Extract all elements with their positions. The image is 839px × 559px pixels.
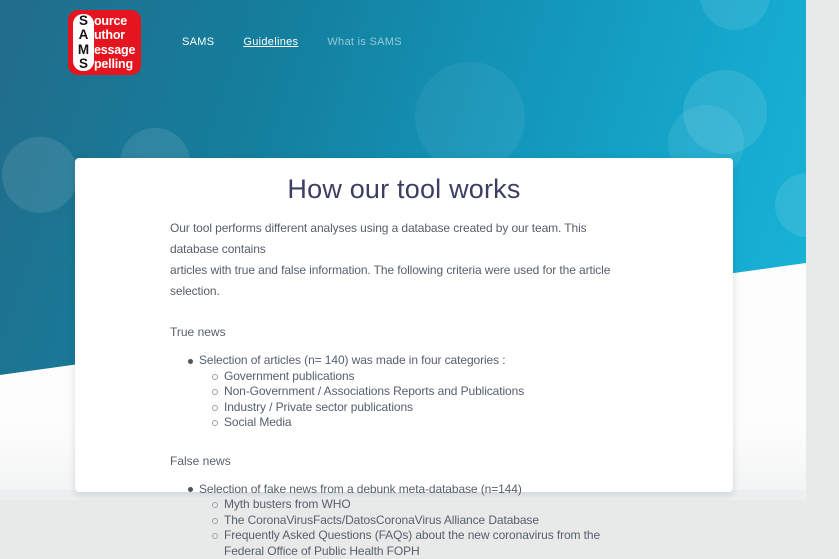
nav-link-what-is-sams[interactable]: What is SAMS	[327, 36, 402, 48]
logo-row	[73, 14, 135, 28]
true-news-section	[170, 325, 638, 431]
sub-list-item: Social Media	[224, 415, 638, 431]
logo-letter: S	[73, 57, 94, 71]
logo-letter: M	[73, 43, 94, 57]
sub-bullet-list	[199, 497, 638, 559]
sams-logo[interactable]	[68, 10, 141, 75]
sub-list-item: Government publications	[224, 369, 638, 385]
logo-row	[73, 28, 135, 42]
intro-paragraph	[170, 218, 638, 302]
sub-list-item: Frequently Asked Questions (FAQs) about the new coronavirus from the Federal Office of Public Health FOPH	[224, 528, 638, 559]
sub-list-item: The CoronaVirusFacts/DatosCoronaVirus Alliance Database	[224, 513, 638, 529]
intro-line: Our tool performs different analyses using a database created by our team. This database contains	[170, 218, 638, 260]
bubble-decoration	[2, 137, 78, 213]
list-item-text: Selection of fake news from a debunk meta-database (n=144)	[199, 482, 522, 496]
bullet-list	[170, 353, 638, 431]
main-navigation	[182, 36, 402, 48]
card-content	[170, 174, 638, 559]
logo-row	[73, 43, 135, 57]
logo-word: pelling	[94, 57, 133, 71]
logo-text	[73, 14, 135, 71]
logo-word: ource	[94, 14, 127, 28]
content-card	[75, 158, 733, 492]
logo-word: essage	[94, 43, 135, 57]
bubble-decoration	[415, 62, 525, 172]
logo-letter: A	[73, 28, 94, 42]
section-label: True news	[170, 325, 638, 340]
sub-bullet-list	[199, 369, 638, 431]
list-item	[199, 482, 638, 559]
nav-link-sams[interactable]: SAMS	[182, 36, 214, 48]
page-title: How our tool works	[170, 174, 638, 205]
bubble-decoration	[775, 173, 839, 237]
list-item	[199, 353, 638, 431]
bullet-list	[170, 482, 638, 559]
nav-link-guidelines[interactable]: Guidelines	[243, 36, 298, 48]
sub-list-item: Non-Government / Associations Reports and Publications	[224, 384, 638, 400]
sub-list-item: Myth busters from WHO	[224, 497, 638, 513]
logo-word: uthor	[94, 28, 125, 42]
bubble-decoration	[700, 0, 770, 30]
false-news-section	[170, 454, 638, 559]
logo-row	[73, 57, 135, 71]
logo-letter: S	[73, 14, 94, 28]
list-item-text: Selection of articles (n= 140) was made in four categories :	[199, 353, 506, 367]
intro-line: articles with true and false information. The following criteria were used for the article selection.	[170, 260, 638, 302]
sub-list-item: Industry / Private sector publications	[224, 400, 638, 416]
section-label: False news	[170, 454, 638, 469]
